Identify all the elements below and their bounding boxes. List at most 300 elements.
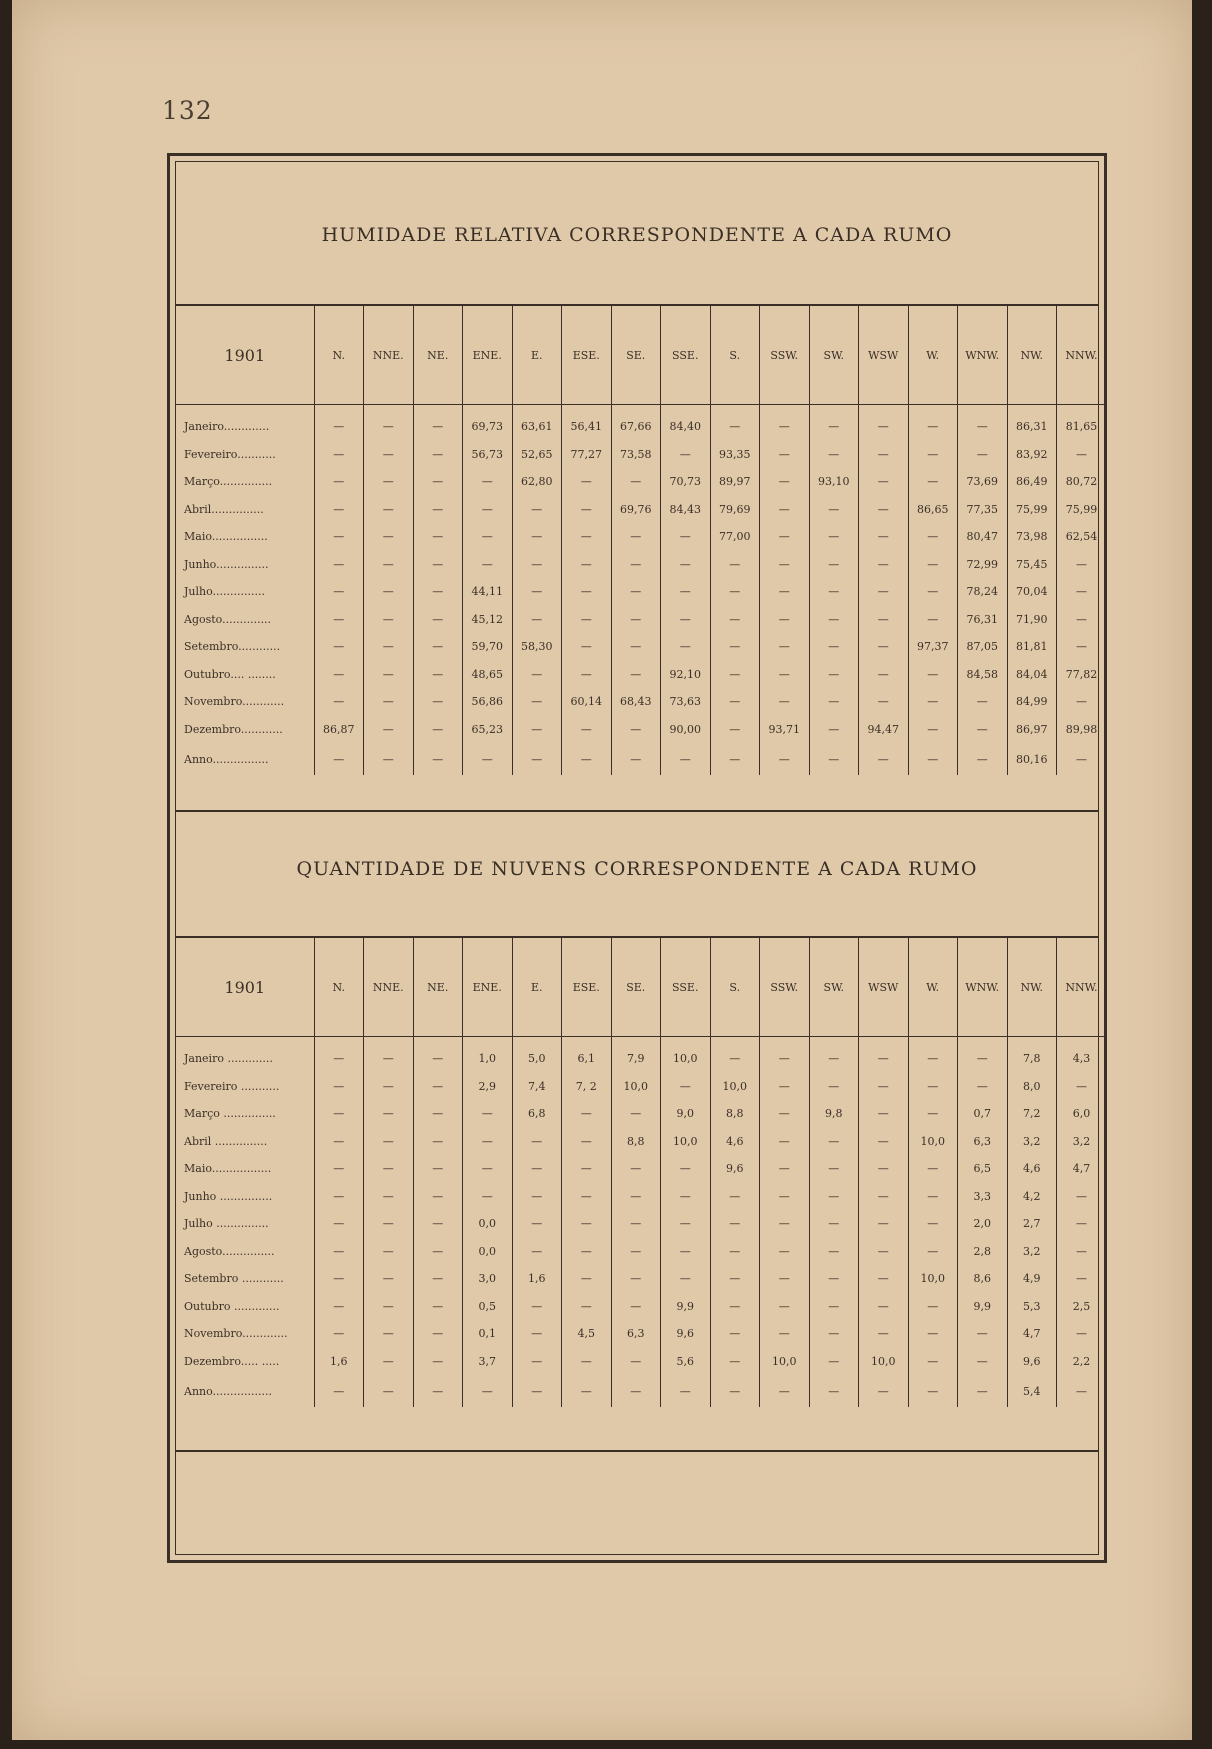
table-cell: 59,70 (463, 633, 513, 661)
table-cell: 92,10 (661, 661, 711, 689)
clouds-col-header: NW. (1007, 938, 1057, 1037)
table-cell: — (859, 551, 909, 579)
table-cell: 9,6 (710, 1155, 760, 1183)
table-cell: — (314, 688, 364, 716)
spacer-cell (364, 1037, 414, 1046)
table-cell: 5,6 (661, 1348, 711, 1376)
clouds-row (176, 1155, 1106, 1183)
clouds-body (176, 1037, 1106, 1408)
clouds-header-row (176, 938, 1106, 1037)
table-cell: — (760, 496, 810, 524)
table-cell: — (859, 523, 909, 551)
row-label: Fevereiro........... (184, 447, 276, 461)
row-label: Julho ............... (184, 1217, 269, 1231)
table-cell: 68,43 (611, 688, 661, 716)
table-cell: 70,73 (661, 468, 711, 496)
table-cell: 56,73 (463, 441, 513, 469)
table-cell: — (859, 1320, 909, 1348)
table-cell: — (760, 1155, 810, 1183)
table-cell: 3,3 (958, 1183, 1008, 1211)
table-cell: — (314, 1155, 364, 1183)
table-cell: — (760, 1320, 810, 1348)
table-cell: 78,24 (958, 578, 1008, 606)
table-cell: — (562, 1375, 612, 1407)
table-cell: — (364, 661, 414, 689)
table-cell: — (809, 743, 859, 775)
clouds-col-header: NE. (413, 938, 463, 1037)
table-cell: — (809, 1128, 859, 1156)
table-cell: 44,11 (463, 578, 513, 606)
table-cell: — (611, 1293, 661, 1321)
table-cell: — (859, 468, 909, 496)
table-cell: 2,5 (1057, 1293, 1107, 1321)
table-cell: — (314, 1320, 364, 1348)
table-cell: — (809, 578, 859, 606)
table-cell: — (760, 1073, 810, 1101)
table-cell: — (512, 1320, 562, 1348)
table-cell: 9,9 (958, 1293, 1008, 1321)
table-cell: — (760, 468, 810, 496)
clouds-year: 1901 (176, 938, 314, 1037)
humidity-spacer-row (176, 405, 1106, 414)
table-cell: — (562, 1183, 612, 1211)
table-cell: — (562, 716, 612, 744)
table-cell: 10,0 (661, 1045, 711, 1073)
table-cell: 9,6 (1007, 1348, 1057, 1376)
table-cell: 77,82 (1057, 661, 1107, 689)
table-cell: — (463, 1128, 513, 1156)
humidity-row (176, 496, 1106, 524)
clouds-col-header: SSW. (760, 938, 810, 1037)
page-number: 132 (162, 96, 213, 125)
table-cell: — (809, 496, 859, 524)
table-cell: 86,31 (1007, 413, 1057, 441)
table-cell: — (710, 743, 760, 775)
table-cell: — (512, 716, 562, 744)
table-cell: 93,71 (760, 716, 810, 744)
table-cell: — (859, 1238, 909, 1266)
table-cell: — (661, 1265, 711, 1293)
table-cell: — (512, 661, 562, 689)
table-cell: — (611, 523, 661, 551)
table-cell: — (859, 1100, 909, 1128)
spacer-cell (314, 405, 364, 414)
table-cell: — (760, 633, 810, 661)
table-cell: — (809, 1320, 859, 1348)
spacer-cell (611, 405, 661, 414)
table-cell: — (908, 468, 958, 496)
table-cell: — (760, 661, 810, 689)
row-label: Agosto.............. (184, 612, 272, 626)
spacer-cell (413, 1037, 463, 1046)
table-cell: 86,49 (1007, 468, 1057, 496)
table-cell: 72,99 (958, 551, 1008, 579)
table-cell: — (314, 1100, 364, 1128)
table-cell: — (710, 1238, 760, 1266)
table-cell: — (562, 578, 612, 606)
table-cell: — (661, 1210, 711, 1238)
table-cell: — (661, 551, 711, 579)
table-cell: — (314, 551, 364, 579)
table-cell: — (958, 688, 1008, 716)
table-cell: — (314, 1045, 364, 1073)
clouds-col-header: SSE. (661, 938, 711, 1037)
humidity-col-header: SW. (809, 306, 859, 405)
table-cell: — (562, 633, 612, 661)
clouds-col-header: W. (908, 938, 958, 1037)
spacer-cell (176, 405, 314, 414)
row-label: Novembro............ (184, 695, 285, 709)
table-cell: — (314, 1183, 364, 1211)
table-cell: — (364, 1238, 414, 1266)
table-cell: — (661, 523, 711, 551)
table-cell: — (562, 1348, 612, 1376)
table-cell: — (314, 1073, 364, 1101)
humidity-col-header: W. (908, 306, 958, 405)
table-cell: — (364, 413, 414, 441)
table-cell: — (364, 1265, 414, 1293)
table-cell: — (314, 1293, 364, 1321)
table-cell: 83,92 (1007, 441, 1057, 469)
table-cell: — (908, 551, 958, 579)
table-cell: — (809, 1073, 859, 1101)
spacer-cell (413, 405, 463, 414)
row-label: Setembro............ (184, 640, 281, 654)
table-cell: — (760, 523, 810, 551)
table-cell: — (611, 1348, 661, 1376)
humidity-row (176, 413, 1106, 441)
humidity-table (176, 306, 1106, 775)
table-cell: — (760, 578, 810, 606)
row-label: Outubro ............. (184, 1299, 280, 1313)
table-cell: 7,2 (1007, 1100, 1057, 1128)
table-cell: — (859, 1375, 909, 1407)
spacer-cell (562, 1037, 612, 1046)
table-cell: 75,99 (1007, 496, 1057, 524)
table-cell: 56,41 (562, 413, 612, 441)
spacer-cell (958, 405, 1008, 414)
table-cell: — (611, 633, 661, 661)
table-cell: — (413, 468, 463, 496)
table-cell: — (809, 1183, 859, 1211)
table-cell: — (562, 661, 612, 689)
row-label: Anno................. (184, 1384, 272, 1398)
table-cell: — (958, 1073, 1008, 1101)
row-label: Fevereiro ........... (184, 1079, 280, 1093)
table-cell: 3,7 (463, 1348, 513, 1376)
table-cell: 67,66 (611, 413, 661, 441)
table-cell: — (364, 551, 414, 579)
table-cell: 58,30 (512, 633, 562, 661)
table-cell: — (512, 523, 562, 551)
table-cell: — (364, 496, 414, 524)
humidity-row (176, 468, 1106, 496)
table-cell: — (760, 1045, 810, 1073)
table-cell: — (908, 743, 958, 775)
table-cell: — (413, 1238, 463, 1266)
clouds-row (176, 1348, 1106, 1376)
table-cell: — (611, 1265, 661, 1293)
table-cell: — (413, 1348, 463, 1376)
table-cell: — (314, 523, 364, 551)
table-cell: 77,27 (562, 441, 612, 469)
table-cell: 97,37 (908, 633, 958, 661)
spacer-cell (1057, 405, 1107, 414)
table-cell: — (760, 1265, 810, 1293)
humidity-col-header: SE. (611, 306, 661, 405)
table-cell: — (958, 413, 1008, 441)
spacer-cell (661, 1037, 711, 1046)
table-cell: 4,3 (1057, 1045, 1107, 1073)
table-cell: — (760, 441, 810, 469)
table-cell: 84,40 (661, 413, 711, 441)
table-cell: — (1057, 1238, 1107, 1266)
humidity-body (176, 405, 1106, 776)
clouds-row (176, 1293, 1106, 1321)
humidity-col-header: E. (512, 306, 562, 405)
table-cell: — (809, 413, 859, 441)
spacer-cell (1007, 1037, 1057, 1046)
table-cell: — (562, 1100, 612, 1128)
table-cell: — (859, 1293, 909, 1321)
table-cell: — (1057, 743, 1107, 775)
table-cell: — (958, 743, 1008, 775)
table-cell: — (611, 1183, 661, 1211)
table-cell: — (512, 743, 562, 775)
table-cell: — (413, 1210, 463, 1238)
table-cell: — (661, 1238, 711, 1266)
table-cell: — (859, 1045, 909, 1073)
table-cell: — (512, 1348, 562, 1376)
table-cell: — (364, 1128, 414, 1156)
table-cell: — (908, 1100, 958, 1128)
table-cell: — (710, 1183, 760, 1211)
humidity-col-header: SSW. (760, 306, 810, 405)
table-cell: — (364, 578, 414, 606)
spacer-cell (859, 405, 909, 414)
table-cell: — (413, 688, 463, 716)
clouds-col-header: WSW (859, 938, 909, 1037)
table-cell: 60,14 (562, 688, 612, 716)
table-cell: 71,90 (1007, 606, 1057, 634)
table-cell: — (562, 468, 612, 496)
table-cell: 3,2 (1007, 1128, 1057, 1156)
table-cell: — (809, 1238, 859, 1266)
table-cell: 75,99 (1057, 496, 1107, 524)
table-cell: — (908, 1073, 958, 1101)
spacer-cell (958, 1037, 1008, 1046)
table-cell: — (413, 413, 463, 441)
table-cell: — (413, 743, 463, 775)
table-cell: — (760, 551, 810, 579)
clouds-row (176, 1210, 1106, 1238)
tables-frame (167, 153, 1107, 1563)
row-label: Junho ............... (184, 1189, 273, 1203)
clouds-col-header: NNW. (1057, 938, 1107, 1037)
table-cell: — (859, 441, 909, 469)
table-cell: 62,54 (1057, 523, 1107, 551)
clouds-col-header: ESE. (562, 938, 612, 1037)
table-cell: — (413, 1128, 463, 1156)
table-cell: — (413, 661, 463, 689)
table-cell: 63,61 (512, 413, 562, 441)
table-cell: 8,6 (958, 1265, 1008, 1293)
clouds-col-header: N. (314, 938, 364, 1037)
humidity-header-row (176, 306, 1106, 405)
table-cell: — (562, 496, 612, 524)
table-cell: 84,99 (1007, 688, 1057, 716)
table-cell: — (413, 1100, 463, 1128)
table-cell: 9,8 (809, 1100, 859, 1128)
table-cell: 10,0 (859, 1348, 909, 1376)
table-cell: — (413, 1375, 463, 1407)
table-cell: 10,0 (611, 1073, 661, 1101)
table-cell: 6,8 (512, 1100, 562, 1128)
table-cell: 9,9 (661, 1293, 711, 1321)
table-cell: 77,35 (958, 496, 1008, 524)
humidity-col-header: NE. (413, 306, 463, 405)
table-cell: — (661, 633, 711, 661)
table-cell: — (314, 496, 364, 524)
spacer-cell (809, 1037, 859, 1046)
table-cell: 73,58 (611, 441, 661, 469)
humidity-col-header: NW. (1007, 306, 1057, 405)
table-cell: — (512, 1128, 562, 1156)
table-cell: — (364, 1293, 414, 1321)
table-cell: — (314, 578, 364, 606)
table-cell: 76,31 (958, 606, 1008, 634)
humidity-title: HUMIDADE RELATIVA CORRESPONDENTE A CADA RUMO (321, 224, 953, 246)
table-cell: — (661, 743, 711, 775)
table-cell: — (958, 716, 1008, 744)
table-cell: — (463, 496, 513, 524)
table-cell: 84,58 (958, 661, 1008, 689)
table-cell: — (1057, 1375, 1107, 1407)
table-cell: — (760, 1128, 810, 1156)
table-cell: — (760, 1293, 810, 1321)
table-cell: — (413, 633, 463, 661)
table-cell: 89,97 (710, 468, 760, 496)
table-cell: 4,5 (562, 1320, 612, 1348)
table-cell: 10,0 (661, 1128, 711, 1156)
humidity-col-header: NNE. (364, 306, 414, 405)
humidity-col-header: S. (710, 306, 760, 405)
table-cell: — (1057, 441, 1107, 469)
table-cell: — (958, 1348, 1008, 1376)
spacer-cell (176, 1037, 314, 1046)
table-cell: 1,6 (314, 1348, 364, 1376)
table-cell: — (809, 1045, 859, 1073)
table-cell: — (958, 441, 1008, 469)
spacer-cell (512, 1037, 562, 1046)
table-cell: — (562, 743, 612, 775)
table-cell: — (710, 1293, 760, 1321)
humidity-row (176, 551, 1106, 579)
table-cell: — (661, 1155, 711, 1183)
table-cell: — (661, 1073, 711, 1101)
table-cell: — (710, 633, 760, 661)
table-cell: — (413, 606, 463, 634)
table-cell: — (413, 1265, 463, 1293)
table-cell: — (1057, 1183, 1107, 1211)
table-cell: — (364, 1320, 414, 1348)
table-cell: — (760, 743, 810, 775)
table-cell: — (611, 1155, 661, 1183)
table-cell: 86,87 (314, 716, 364, 744)
clouds-col-header: S. (710, 938, 760, 1037)
clouds-row (176, 1128, 1106, 1156)
table-cell: — (413, 1073, 463, 1101)
row-label: Outubro.... ........ (184, 667, 276, 681)
humidity-col-header: ESE. (562, 306, 612, 405)
humidity-row (176, 661, 1106, 689)
table-cell: — (859, 1073, 909, 1101)
humidity-col-header: WNW. (958, 306, 1008, 405)
table-cell: — (809, 1265, 859, 1293)
table-cell: 10,0 (908, 1265, 958, 1293)
table-cell: — (809, 633, 859, 661)
table-cell: — (463, 523, 513, 551)
table-cell: 52,65 (512, 441, 562, 469)
table-cell: — (908, 688, 958, 716)
humidity-col-header: SSE. (661, 306, 711, 405)
table-cell: — (364, 1375, 414, 1407)
table-cell: 84,04 (1007, 661, 1057, 689)
table-cell: 6,5 (958, 1155, 1008, 1183)
table-cell: — (463, 1100, 513, 1128)
table-cell: — (1057, 1265, 1107, 1293)
clouds-row (176, 1045, 1106, 1073)
table-cell: — (908, 716, 958, 744)
table-cell: — (413, 1045, 463, 1073)
table-cell: 9,6 (661, 1320, 711, 1348)
table-cell: 10,0 (908, 1128, 958, 1156)
table-cell: 56,86 (463, 688, 513, 716)
table-cell: 0,7 (958, 1100, 1008, 1128)
table-cell: — (512, 496, 562, 524)
table-cell: — (562, 551, 612, 579)
table-cell: 65,23 (463, 716, 513, 744)
table-cell: — (1057, 633, 1107, 661)
table-cell: 4,6 (1007, 1155, 1057, 1183)
table-cell: 89,98 (1057, 716, 1107, 744)
table-cell: — (958, 1375, 1008, 1407)
table-cell: 73,69 (958, 468, 1008, 496)
row-label: Setembro ............ (184, 1272, 284, 1286)
table-cell: 6,3 (958, 1128, 1008, 1156)
table-cell: 94,47 (859, 716, 909, 744)
table-cell: — (809, 661, 859, 689)
table-cell: — (809, 441, 859, 469)
table-cell: — (364, 743, 414, 775)
table-cell: — (859, 1210, 909, 1238)
table-cell: — (364, 633, 414, 661)
humidity-col-header: N. (314, 306, 364, 405)
table-cell: 80,16 (1007, 743, 1057, 775)
table-cell: — (1057, 1073, 1107, 1101)
table-cell: — (760, 1183, 810, 1211)
table-cell: — (958, 1045, 1008, 1073)
table-cell: — (809, 523, 859, 551)
table-cell: 2,0 (958, 1210, 1008, 1238)
clouds-row (176, 1073, 1106, 1101)
table-cell: — (314, 1238, 364, 1266)
row-label: Abril............... (184, 502, 264, 516)
table-cell: — (562, 1238, 612, 1266)
spacer-cell (809, 405, 859, 414)
table-cell: — (463, 551, 513, 579)
table-cell: — (859, 743, 909, 775)
